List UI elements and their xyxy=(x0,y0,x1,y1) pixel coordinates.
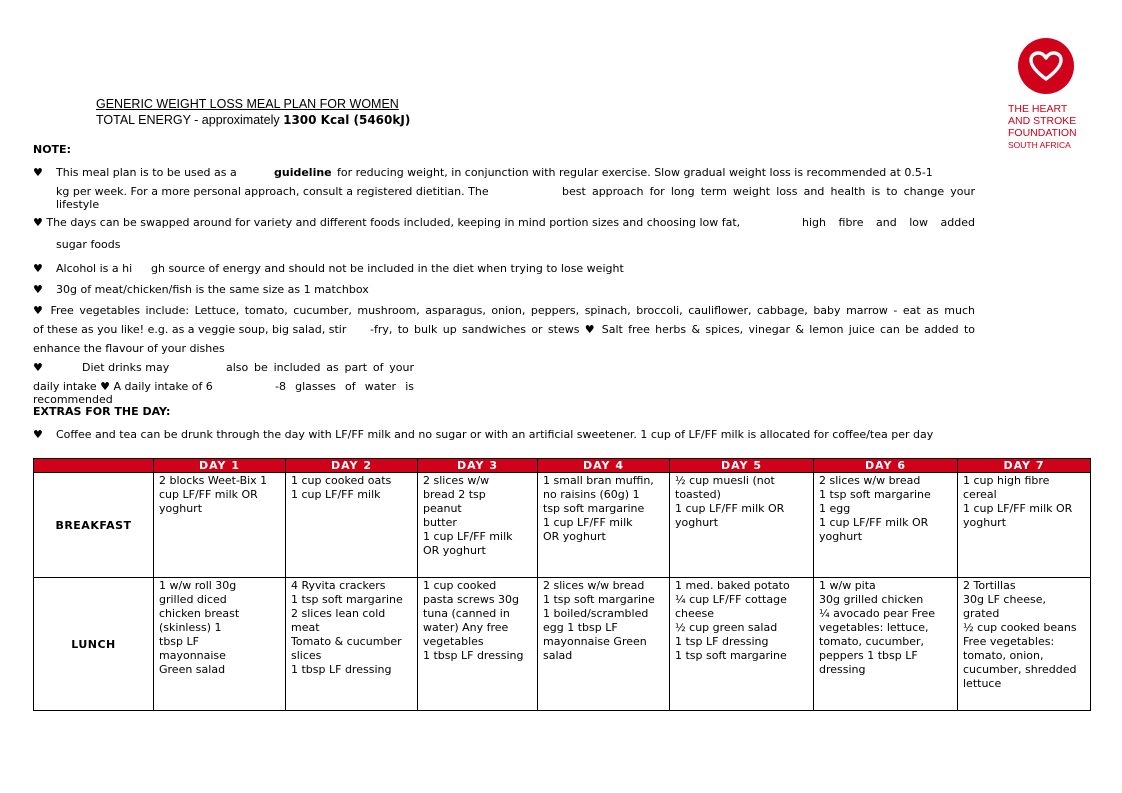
meal-item: 1 cup LF/FF milk OR xyxy=(819,516,929,529)
table-row xyxy=(34,473,1091,578)
meal-item: peppers 1 tbsp LF xyxy=(819,649,918,662)
meal-item: 2 blocks Weet-Bix 1 xyxy=(159,474,268,487)
meal-item: 2 slices w/w bread xyxy=(543,579,645,592)
meal-item: dressing xyxy=(819,663,866,676)
meal-item: yoghurt xyxy=(159,502,203,515)
meal-item: 1 tbsp LF dressing xyxy=(423,649,524,662)
meal-cell xyxy=(814,578,958,711)
logo-text xyxy=(1008,103,1084,151)
meal-item: toasted) xyxy=(675,488,721,501)
note-3-right: gh source of energy and should not be included in the diet when trying to lose weight xyxy=(151,262,624,275)
meal-item: Green salad xyxy=(159,663,226,676)
meal-item: vegetables: lettuce, xyxy=(819,621,929,634)
column-header-day-3: DAY 3 xyxy=(418,459,538,473)
meal-item: 1 cup LF/FF milk xyxy=(291,488,381,501)
meal-item: 1 cup cooked oats xyxy=(291,474,392,487)
note-6-line-3: recommended xyxy=(33,393,113,406)
meal-item: tbsp LF xyxy=(159,635,199,648)
extras-note: Coffee and tea can be drunk through the day with LF/FF milk and no sugar or with an artificial sweetener. 1 cup of LF/FF milk is allocated for coffee/tea per day xyxy=(56,428,934,441)
bullet-heart-icon: ♥ xyxy=(33,361,43,374)
note-5-line-2-left: of these as you like! e.g. as a veggie soup, big salad, stir xyxy=(33,323,347,336)
meal-cell xyxy=(418,473,538,578)
meal-item: 30g LF cheese, xyxy=(963,593,1046,606)
meal-item: no raisins (60g) 1 xyxy=(543,488,640,501)
meal-cell xyxy=(154,473,286,578)
note-1-line-2-right: best approach for long term weight loss and health is to change your xyxy=(562,185,975,198)
meal-item: cucumber, shredded xyxy=(963,663,1077,676)
note-1-line-3: lifestyle xyxy=(56,198,100,211)
meal-cell xyxy=(286,473,418,578)
bullet-heart-icon: ♥ xyxy=(33,166,43,179)
note-2-line-2: sugar foods xyxy=(56,238,121,251)
meal-cell xyxy=(670,578,814,711)
meal-item: salad xyxy=(543,649,573,662)
meal-item: cheese xyxy=(675,607,715,620)
meal-item: 1 boiled/scrambled xyxy=(543,607,649,620)
meal-item: ½ cup green salad xyxy=(675,621,778,634)
meal-item: 2 Tortillas xyxy=(963,579,1016,592)
logo-line: THE HEART xyxy=(1008,103,1068,115)
note-4: 30g of meat/chicken/fish is the same size as 1 matchbox xyxy=(56,283,369,296)
bullet-heart-icon: ♥ xyxy=(33,283,43,296)
note-1-text-a: This meal plan is to be used as a xyxy=(56,166,237,179)
meal-cell xyxy=(958,473,1091,578)
page-title: GENERIC WEIGHT LOSS MEAL PLAN FOR WOMEN xyxy=(96,97,399,111)
meal-item: peanut xyxy=(423,502,462,515)
meal-item: 1 tsp soft margarine xyxy=(291,593,403,606)
meal-item: 1 egg xyxy=(819,502,851,515)
bullet-heart-icon: ♥ xyxy=(33,428,43,441)
meal-item: egg 1 tbsp LF xyxy=(543,621,618,634)
meal-item: 1 cup LF/FF milk xyxy=(423,530,513,543)
note-1-text-b: for reducing weight, in conjunction with regular exercise. Slow gradual weight loss is recommended at 0.5-1 xyxy=(337,166,933,179)
meal-item: cup LF/FF milk OR xyxy=(159,488,258,501)
logo-line: FOUNDATION xyxy=(1008,127,1077,139)
meal-item: 1 tsp soft margarine xyxy=(675,649,787,662)
meal-item: Free vegetables: xyxy=(963,635,1055,648)
meal-item: ¼ avocado pear Free xyxy=(819,607,935,620)
meal-item: 2 slices lean cold xyxy=(291,607,386,620)
note-6-line-1-left: Diet drinks may xyxy=(82,361,170,374)
note-5-line-2-right: -fry, to bulk up sandwiches or stews ♥ Salt free herbs & spices, vinegar & lemon juice can be added to xyxy=(370,323,975,336)
meal-item: 2 slices w/w xyxy=(423,474,490,487)
column-header-day-7: DAY 7 xyxy=(958,459,1091,473)
bullet-heart-icon: ♥ xyxy=(33,262,43,275)
energy-value: 1300 Kcal (5460kJ) xyxy=(283,113,411,127)
table-corner-cell xyxy=(34,459,154,473)
meal-item: 1 cup cooked xyxy=(423,579,497,592)
foundation-logo xyxy=(1008,38,1084,151)
meal-item: 1 med. baked potato xyxy=(675,579,790,592)
meal-item: 1 cup LF/FF milk OR xyxy=(963,502,1073,515)
meal-item: yoghurt xyxy=(819,530,863,543)
meal-item: 1 tbsp LF dressing xyxy=(291,663,392,676)
meal-item: yoghurt xyxy=(675,516,719,529)
meal-item: 1 cup LF/FF milk xyxy=(543,516,633,529)
meal-item: 1 cup high fibre xyxy=(963,474,1050,487)
meal-item: lettuce xyxy=(963,677,1002,690)
meal-item: water) Any free xyxy=(423,621,509,634)
meal-item: mayonnaise Green xyxy=(543,635,647,648)
table-header-row xyxy=(34,459,1091,473)
note-5-line-1: ♥ Free vegetables include: Lettuce, tomato, cucumber, mushroom, asparagus, onion, peppers, spinach, broccoli, cauliflower, cabbage, baby marrow - eat as much xyxy=(33,304,975,317)
column-header-day-4: DAY 4 xyxy=(538,459,670,473)
meal-item: slices xyxy=(291,649,322,662)
meal-cell xyxy=(958,578,1091,711)
meal-item: 1 cup LF/FF milk OR xyxy=(675,502,785,515)
meal-item: butter xyxy=(423,516,457,529)
note-5-line-3: enhance the flavour of your dishes xyxy=(33,342,225,355)
meal-item: (skinless) 1 xyxy=(159,621,222,634)
note-2-line-1-left: ♥ The days can be swapped around for variety and different foods included, keeping in mind portion sizes and choosing low fat, xyxy=(33,216,741,229)
meal-item: 1 small bran muffin, xyxy=(543,474,654,487)
meal-item: tsp soft margarine xyxy=(543,502,645,515)
meal-cell xyxy=(418,578,538,711)
meal-item: 4 Ryvita crackers xyxy=(291,579,386,592)
meal-cell xyxy=(814,473,958,578)
energy-subtitle xyxy=(96,113,410,127)
column-header-day-6: DAY 6 xyxy=(814,459,958,473)
energy-label: TOTAL ENERGY - approximately xyxy=(96,113,284,127)
logo-line: SOUTH AFRICA xyxy=(1008,140,1071,150)
note-2-line-1-right: high fibre and low added xyxy=(802,216,975,229)
column-header-day-2: DAY 2 xyxy=(286,459,418,473)
meal-item: 1 w/w pita xyxy=(819,579,876,592)
meal-item: pasta screws 30g xyxy=(423,593,520,606)
meal-item: meat xyxy=(291,621,320,634)
meal-item: 1 tsp LF dressing xyxy=(675,635,769,648)
meal-item: OR yoghurt xyxy=(543,530,606,543)
meal-item: grated xyxy=(963,607,1000,620)
meal-item: 30g grilled chicken xyxy=(819,593,924,606)
heart-icon xyxy=(1029,51,1063,81)
note-6-line-2-left: daily intake ♥ A daily intake of 6 xyxy=(33,380,213,393)
meal-item: 1 tsp soft margarine xyxy=(543,593,655,606)
meal-item: tomato, cucumber, xyxy=(819,635,925,648)
meal-item: Tomato & cucumber xyxy=(291,635,402,648)
meal-plan-table xyxy=(33,458,1091,711)
table-row xyxy=(34,578,1091,711)
meal-item: 1 tsp soft margarine xyxy=(819,488,931,501)
meal-item: tuna (canned in xyxy=(423,607,510,620)
row-label-lunch: LUNCH xyxy=(34,578,154,711)
extras-heading: EXTRAS FOR THE DAY: xyxy=(33,405,171,418)
note-6-line-1-right: also be included as part of your xyxy=(226,361,414,374)
note-3-left: Alcohol is a hi xyxy=(56,262,133,275)
meal-item: OR yoghurt xyxy=(423,544,486,557)
meal-item: chicken breast xyxy=(159,607,240,620)
note-1-line-2-left: kg per week. For a more personal approach, consult a registered dietitian. The xyxy=(56,185,489,198)
note-1-guideline: guideline xyxy=(274,166,332,179)
meal-item: vegetables xyxy=(423,635,484,648)
row-label-breakfast: BREAKFAST xyxy=(34,473,154,578)
meal-item: ¼ cup LF/FF cottage xyxy=(675,593,787,606)
meal-item: ½ cup cooked beans xyxy=(963,621,1077,634)
note-6-line-2-right: -8 glasses of water is xyxy=(275,380,414,393)
column-header-day-5: DAY 5 xyxy=(670,459,814,473)
logo-circle xyxy=(1018,38,1074,94)
meal-item: tomato, onion, xyxy=(963,649,1044,662)
meal-item: ½ cup muesli (not xyxy=(675,474,775,487)
meal-cell xyxy=(538,578,670,711)
meal-item: 1 w/w roll 30g xyxy=(159,579,237,592)
meal-item: grilled diced xyxy=(159,593,227,606)
meal-cell xyxy=(154,578,286,711)
meal-item: 2 slices w/w bread xyxy=(819,474,921,487)
meal-item: cereal xyxy=(963,488,997,501)
note-heading: NOTE: xyxy=(33,143,71,156)
meal-cell xyxy=(286,578,418,711)
column-header-day-1: DAY 1 xyxy=(154,459,286,473)
meal-cell xyxy=(538,473,670,578)
meal-item: yoghurt xyxy=(963,516,1007,529)
logo-line: AND STROKE xyxy=(1008,115,1077,127)
meal-cell xyxy=(670,473,814,578)
meal-item: mayonnaise xyxy=(159,649,226,662)
meal-item: bread 2 tsp xyxy=(423,488,486,501)
